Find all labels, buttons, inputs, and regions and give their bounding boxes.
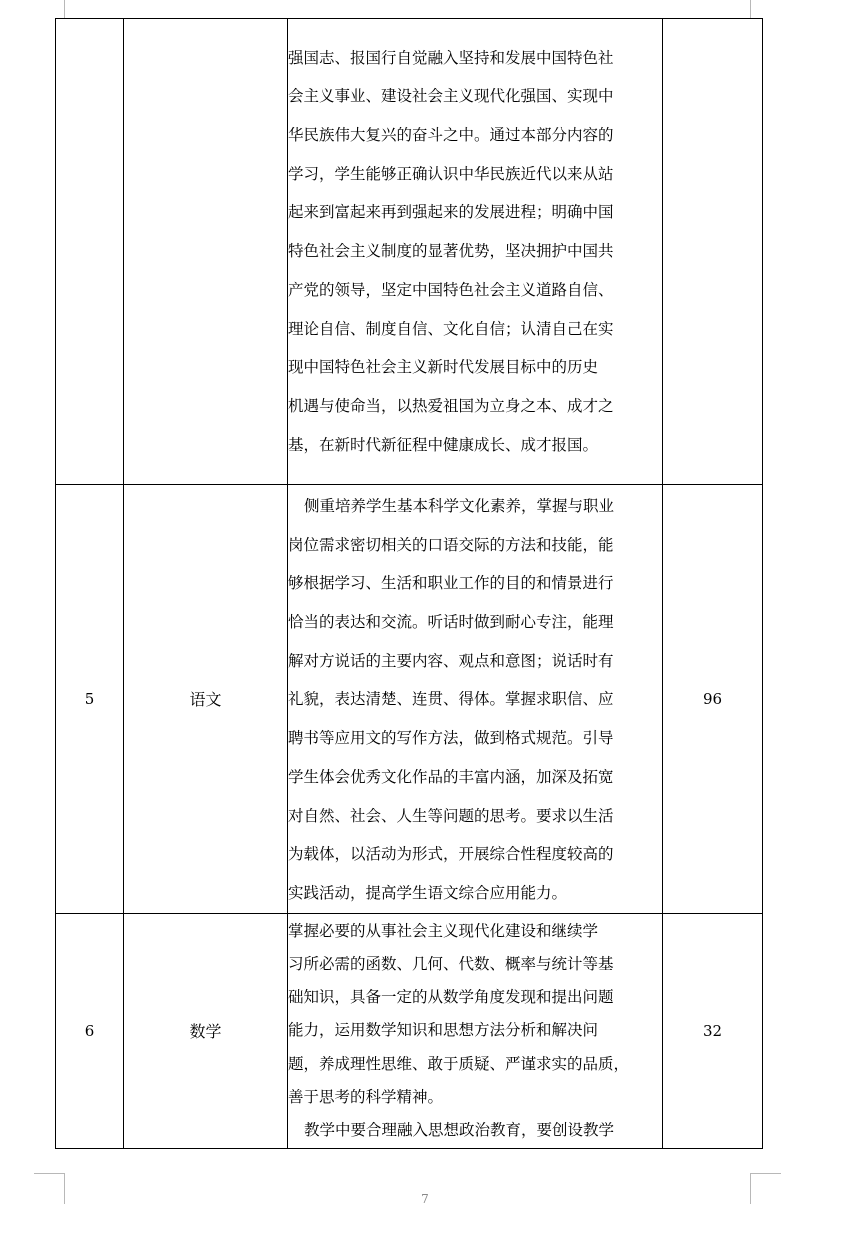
text-line: 理论自信、制度自信、文化自信；认清自己在实 <box>288 319 614 338</box>
course-name <box>124 19 288 485</box>
curriculum-table <box>55 18 763 1149</box>
text-line: 题，养成理性思维、敢于质疑、严谨求实的品质， <box>288 1054 630 1073</box>
text-line: 能力，运用数学知识和思想方法分析和解决问 <box>288 1021 599 1040</box>
text-line: 礼貌，表达清楚、连贯、得体。掌握求职信、应 <box>288 690 614 709</box>
table-row <box>56 913 763 1148</box>
course-description <box>288 485 663 914</box>
text-line: 够根据学习、生活和职业工作的目的和情景进行 <box>288 574 614 593</box>
corner-mark-top-right <box>750 0 781 18</box>
text-line: 基，在新时代新征程中健康成长、成才报国。 <box>288 435 599 454</box>
text-line: 础知识，具备一定的从数学角度发现和提出问题 <box>288 988 614 1007</box>
course-number <box>56 19 124 485</box>
text-line: 实践活动，提高学生语文综合应用能力。 <box>288 883 568 902</box>
table-row <box>56 485 763 914</box>
text-line: 机遇与使命当，以热爱祖国为立身之本、成才之 <box>288 396 614 415</box>
text-line: 特色社会主义制度的显著优势，坚决拥护中国共 <box>288 242 614 261</box>
text-line: 掌握必要的从事社会主义现代化建设和继续学 <box>288 921 599 940</box>
text-line: 为载体，以活动为形式，开展综合性程度较高的 <box>288 845 614 864</box>
text-line: 华民族伟大复兴的奋斗之中。通过本部分内容的 <box>288 126 614 145</box>
corner-mark-top-left <box>0 0 65 18</box>
course-number: 6 <box>56 913 124 1148</box>
text-line: 学习，学生能够正确认识中华民族近代以来从站 <box>288 164 614 183</box>
text-line: 学生体会优秀文化作品的丰富内涵，加深及拓宽 <box>288 767 614 786</box>
text-line: 善于思考的科学精神。 <box>288 1087 444 1106</box>
text-line: 起来到富起来再到强起来的发展进程；明确中国 <box>288 203 614 222</box>
course-number: 5 <box>56 485 124 914</box>
text-line: 习所必需的函数、几何、代数、概率与统计等基 <box>288 955 614 974</box>
text-line: 现中国特色社会主义新时代发展目标中的历史 <box>288 358 599 377</box>
page-number: 7 <box>421 1192 429 1206</box>
text-line: 恰当的表达和交流。听话时做到耐心专注，能理 <box>288 613 614 632</box>
text-line: 强国志、报国行自觉融入坚持和发展中国特色社 <box>288 48 614 67</box>
text-line: 会主义事业、建设社会主义现代化强国、实现中 <box>288 87 614 106</box>
course-hours <box>663 19 763 485</box>
course-name: 语文 <box>124 485 288 914</box>
text-line: 对自然、社会、人生等问题的思考。要求以生活 <box>288 806 614 825</box>
text-line: 教学中要合理融入思想政治教育，要创设教学 <box>304 1121 615 1140</box>
text-line: 侧重培养学生基本科学文化素养，掌握与职业 <box>304 497 615 515</box>
text-line: 聘书等应用文的写作方法，做到格式规范。引导 <box>288 729 614 748</box>
table-row <box>56 19 763 485</box>
text-line: 岗位需求密切相关的口语交际的方法和技能，能 <box>288 535 614 554</box>
course-name: 数学 <box>124 913 288 1148</box>
text-line: 产党的领导，坚定中国特色社会主义道路自信、 <box>288 280 614 299</box>
course-description <box>288 19 663 485</box>
course-description <box>288 913 663 1148</box>
course-hours: 32 <box>663 913 763 1148</box>
course-hours: 96 <box>663 485 763 914</box>
text-line: 解对方说话的主要内容、观点和意图；说话时有 <box>288 651 614 670</box>
